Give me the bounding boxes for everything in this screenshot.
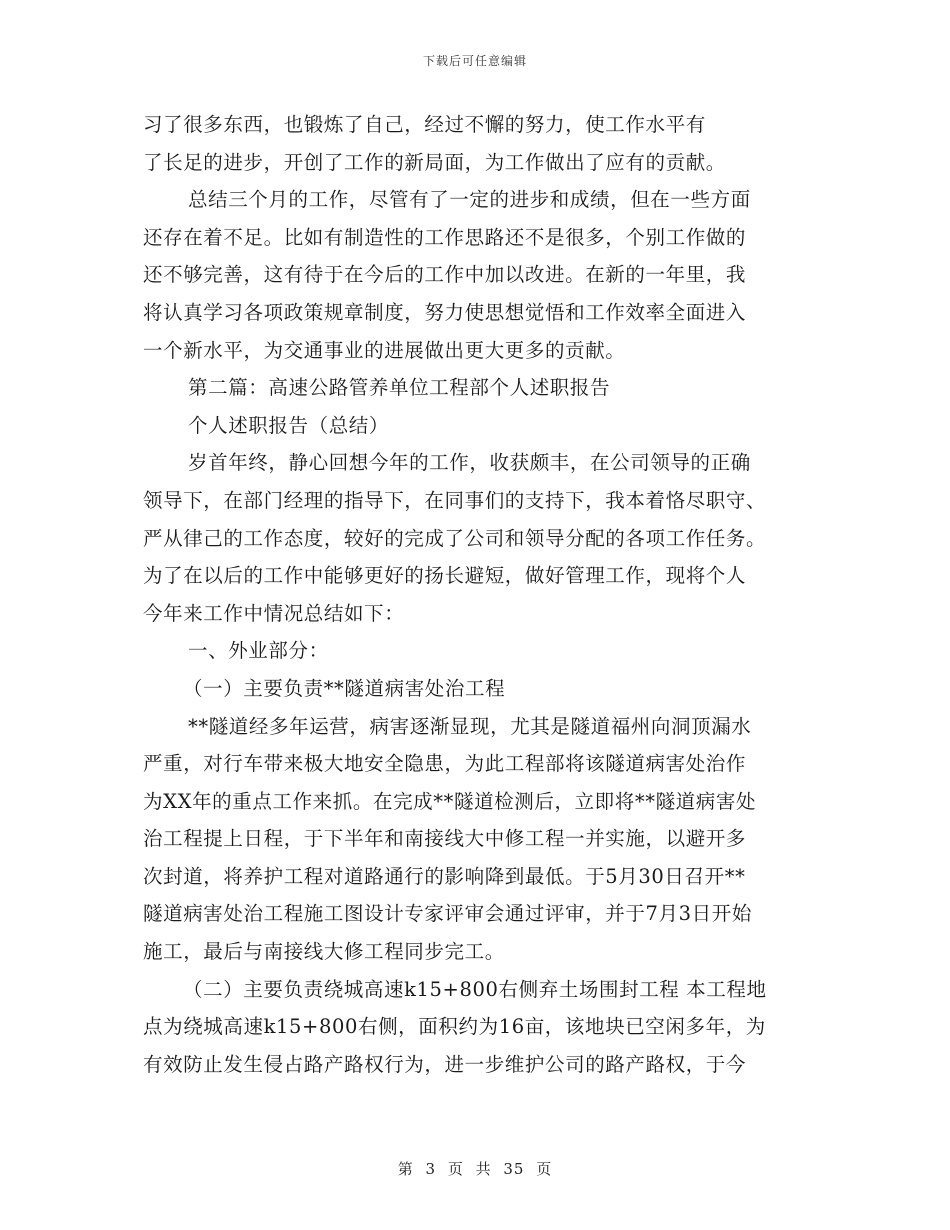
page-number-footer: 第 3 页 共 35 页 (397, 1160, 553, 1178)
text-line: 严重，对行车带来极大地安全隐患，为此工程部将该隧道病害处治作 (143, 752, 747, 776)
text-line: 岁首年终，静心回想今年的工作，收获颇丰，在公司领导的正确 (188, 451, 751, 475)
text-line: 将认真学习各项政策规章制度，努力使思想觉悟和工作效率全面进入 (143, 300, 747, 324)
subsection-heading: 一、外业部分： (188, 639, 329, 663)
text-line: 次封道，将养护工程对道路通行的影响降到最低。于5月30日召开** (143, 864, 746, 888)
text-line: 隧道病害处治工程施工图设计专家评审会通过评审，并于7月3日开始 (143, 902, 752, 926)
text-line: 还存在着不足。比如有制造性的工作思路还不是很多，个别工作做的 (143, 225, 747, 249)
document-body (143, 106, 808, 1083)
text-line: 习了很多东西，也锻炼了自己，经过不懈的努力，使工作水平有 (143, 113, 706, 136)
text-line: 领导下，在部门经理的指导下，在同事们的支持下，我本着恪尽职守、 (143, 488, 767, 512)
text-line: 了长足的进步，开创了工作的新局面，为工作做出了应有的贡献。 (143, 150, 726, 174)
text-line: 点为绕城高速k15+800右侧，面积约为16亩，该地块已空闲多年，为 (143, 1015, 766, 1039)
text-line: 还不够完善，这有待于在今后的工作中加以改进。在新的一年里，我 (143, 263, 747, 287)
section-heading: 第二篇：高速公路管养单位工程部个人述职报告 (188, 376, 611, 400)
text-line: 为了在以后的工作中能够更好的扬长避短，做好管理工作，现将个人 (143, 564, 747, 588)
text-line: 治工程提上日程，于下半年和南接线大中修工程一并实施，以避开多 (143, 827, 747, 851)
report-title: 个人述职报告（总结） (188, 413, 390, 437)
text-line: 今年来工作中情况总结如下： (143, 601, 405, 625)
text-line: **隧道经多年运营，病害逐渐显现，尤其是隧道福州向洞顶漏水 (188, 714, 752, 738)
text-line: 总结三个月的工作，尽管有了一定的进步和成绩，但在一些方面 (188, 188, 751, 212)
text-line: 一个新水平，为交通事业的进展做出更大更多的贡献。 (143, 338, 626, 362)
page-header: 下载后可任意编辑 (422, 54, 527, 68)
item-heading: （二）主要负责绕城高速k15+800右侧弃土场围封工程 本工程地 (183, 977, 767, 1001)
text-line: 严从律己的工作态度，较好的完成了公司和领导分配的各项工作任务。 (143, 526, 767, 550)
text-line: 有效防止发生侵占路产路权行为，进一步维护公司的路产路权，于今 (143, 1052, 747, 1076)
text-line: 为XX年的重点工作来抓。在完成**隧道检测后，立即将**隧道病害处 (143, 789, 757, 813)
text-line: 施工，最后与南接线大修工程同步完工。 (143, 940, 505, 964)
item-heading: （一）主要负责**隧道病害处治工程 (183, 676, 506, 700)
